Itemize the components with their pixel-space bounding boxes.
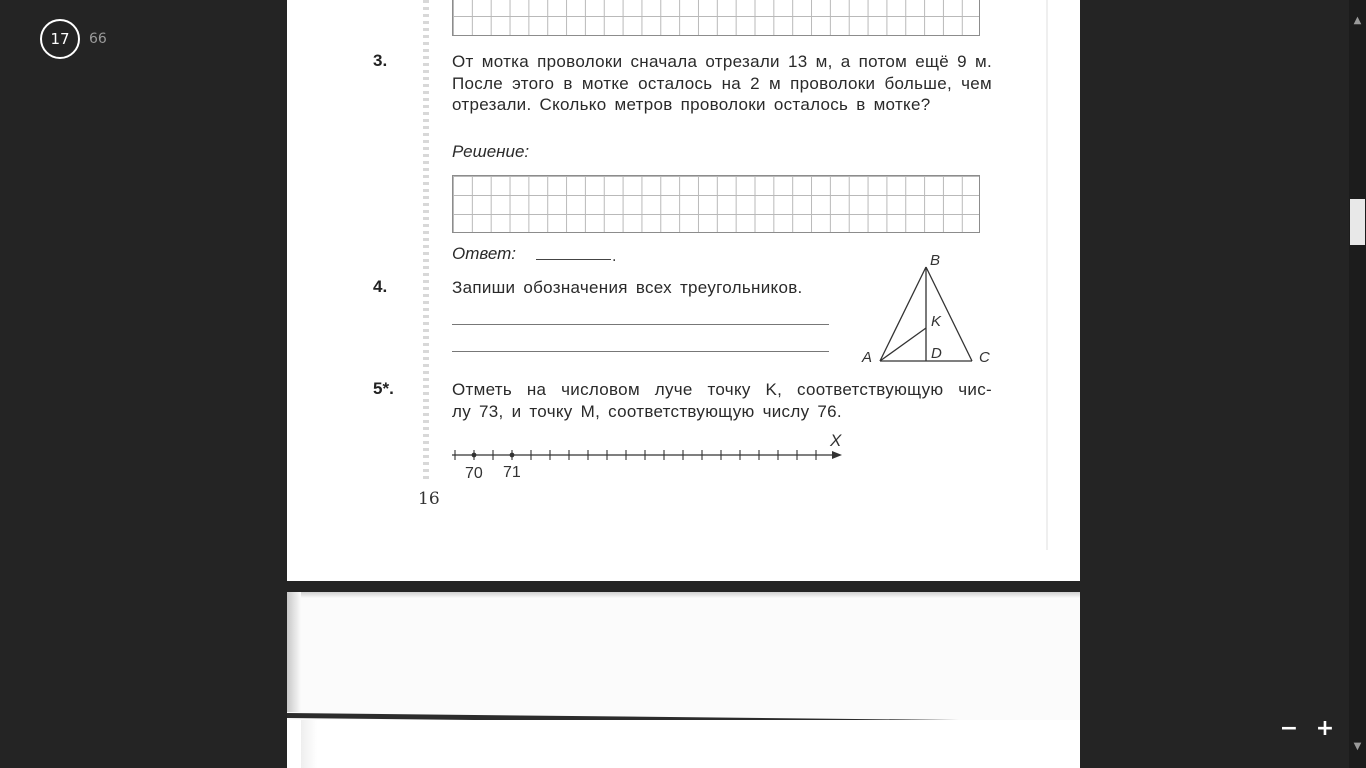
page-shadow-top <box>287 592 1080 598</box>
point-label-k: K <box>931 313 942 330</box>
page-counter <box>40 19 107 59</box>
page-lower-part <box>287 720 1080 768</box>
task-5-text-line1: Отметь на числовом луче точку K, соответствующую чис- <box>452 380 992 399</box>
zoom-in-button[interactable]: + <box>1315 715 1335 741</box>
page-number: 16 <box>418 489 440 509</box>
current-page-indicator[interactable]: 17 <box>40 19 80 59</box>
segment-ak <box>880 328 926 361</box>
scroll-up-icon[interactable]: ▲ <box>1353 15 1362 26</box>
task-3-text: От мотка проволоки сначала отрезали 13 м, а потом ещё 9 м. После этого в мотке осталось на 2 м проволоки больше, чем отрезали. Сколько метров проволоки осталось в мотке? <box>452 52 992 114</box>
scroll-thumb[interactable] <box>1350 199 1365 245</box>
point-label-d: D <box>931 345 942 362</box>
vertex-label-c: C <box>979 349 990 366</box>
number-ray-arrow <box>832 451 842 459</box>
page-shadow-left <box>287 592 301 712</box>
solution-grid <box>452 175 980 233</box>
number-ray <box>450 428 850 484</box>
tick-label-70: 70 <box>465 465 483 482</box>
page-edge <box>1046 0 1048 550</box>
page-lower-shadow <box>301 720 317 768</box>
answer-label: Ответ: <box>452 244 517 263</box>
axis-label-x: X <box>830 431 842 450</box>
task-4-text: Запиши обозначения всех треугольников. <box>452 278 803 297</box>
zoom-out-button[interactable]: − <box>1279 715 1299 741</box>
total-pages: 66 <box>89 31 107 47</box>
point-71 <box>510 453 515 458</box>
tick-label-71: 71 <box>503 464 521 481</box>
write-line-2 <box>452 351 829 352</box>
vertex-label-a: A <box>862 349 873 366</box>
task-number-5: 5*. <box>373 379 394 398</box>
task-number-4: 4. <box>373 277 388 296</box>
point-70 <box>472 453 477 458</box>
next-document-page <box>287 592 1080 768</box>
solution-label: Решение: <box>452 142 530 161</box>
task-5-text-line2: лу 73, и точку M, соответствующую числу 76. <box>452 402 842 421</box>
scroll-down-icon[interactable]: ▼ <box>1353 741 1362 752</box>
write-line-1 <box>452 324 829 325</box>
binding-dots <box>423 0 429 480</box>
triangle-side-ab <box>880 267 926 361</box>
answer-blank <box>536 259 611 260</box>
task-number-3: 3. <box>373 51 388 70</box>
answer-grid-previous <box>452 0 980 36</box>
answer-period: . <box>612 249 617 265</box>
triangle-figure <box>858 250 998 370</box>
vertex-label-b: B <box>930 252 941 269</box>
vertical-scrollbar[interactable] <box>1349 0 1366 768</box>
document-page <box>287 0 1080 581</box>
